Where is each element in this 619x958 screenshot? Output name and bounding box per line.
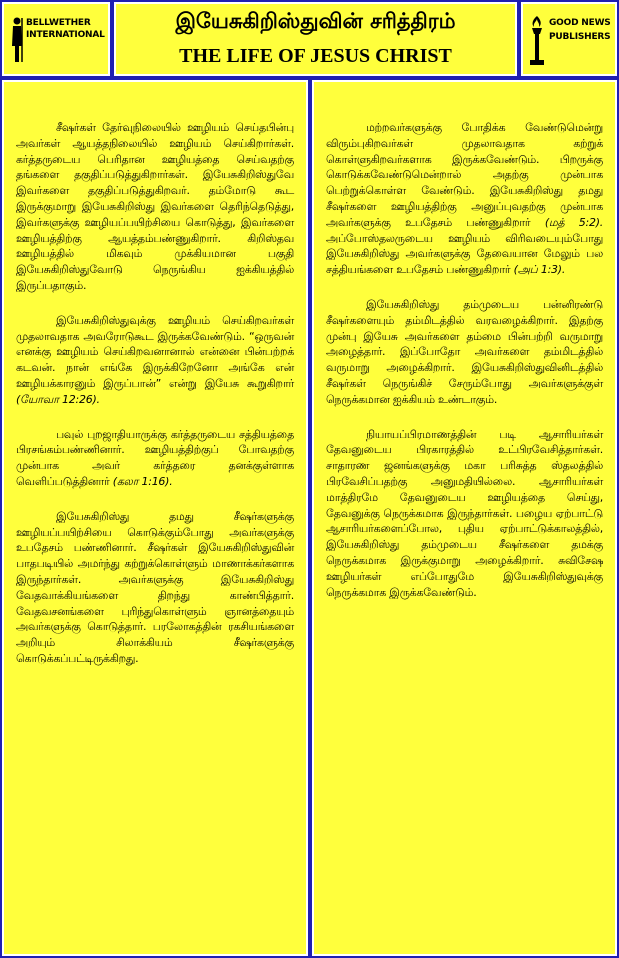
paragraph: சீஷர்கள் தேர்வுநிலையில் ஊழியம் செய்தபின்பு அவர்கள் ஆயத்தநிலையில் ஊழியம் செய்கிறார்கள். கர்த்தருடைய பெரிதான ஊழியத்தை செய்வதற்கு தங்களை தகுதிப்படுத்துகிறார்கள். இயேசுகிறிஸ்துவே இவர்களை தகுதிப்படுத்துகிறவர். தம்மோடு கூட இருக்குமாறு இயேசுகிறிஸ்து இவர்களை தெரிந்தெடுத்து, இவர்களுக்கு ஊழியப்பயிற்சியை கொடுத்து, இவர்களை ஊழியத்திற்கு ஆயத்தம்பண்ணுகிறார். கிறிஸ்தவ ஊழியத்தில் மிகவும் முக்கியமான பகுதி இயேசுகிறிஸ்துவோடு நெருங்கிய ஐக்கியத்தில் இருப்பதாகும். bbox=[16, 121, 294, 292]
publisher-left-label: BELLWETHER INTERNATIONAL bbox=[26, 18, 105, 40]
right-column bbox=[312, 80, 617, 956]
logo-good-news bbox=[521, 2, 617, 76]
paragraph: பவுல் புறஜாதியாருக்கு கர்த்தருடைய சத்தியத்தை பிரசங்கம்பண்ணினார். ஊழியத்திற்குப் போவதற்கு முன்பாக அவர் கர்த்தரை தனக்குள்ளாக வெளிப்படுத்தினார் (கலா 1:16). bbox=[16, 427, 294, 488]
scripture-reference: (அப் 1:3). bbox=[513, 263, 566, 277]
left-column bbox=[2, 80, 308, 956]
torch-icon bbox=[528, 14, 546, 68]
scripture-reference: (மத் 5:2). bbox=[544, 215, 604, 229]
paragraph: நியாயப்பிரமாணத்தின் படி ஆசாரியர்கள் தேவனுடைய பிரகாரத்தில் உட்பிரவேசித்தார்கள். சாதாரண ஜனங்களுக்கு மகா பரிசுத்த ஸ்தலத்தில் பிரவேசிப்பதற்கு அனுமதியில்லை. ஆசாரியர்கள் மாத்திரமே தேவனுடைய ஊழியத்தை செய்து, தேவனுக்கு நெருக்கமாக இருந்தார்கள். பழைய ஏற்பாட்டு ஆசாரியர்களைப்போல, புதிய ஏற்பாட்டுக்காலத்தில், இயேசுகிறிஸ்து தம்முடைய சீஷர்களை தமக்கு நெருக்கமாக இருக்குமாறு அழைக்கிறார். சுவிசேஷ ஊழியர்கள் எப்போதுமே இயேசுகிறிஸ்துவுக்கு நெருக்கமாக இருக்கவேண்டும். bbox=[326, 427, 603, 599]
paragraph: இயேசுகிறிஸ்துவுக்கு ஊழியம் செய்கிறவர்கள் முதலாவதாக அவரோடுகூட இருக்கவேண்டும். “ஒருவன் எனக்கு ஊழியம் செய்கிறவனானால் என்னை பின்பற்றக் கடவன். நான் எங்கே இருக்கிறேனோ அங்கே என் ஊழியக்காரனும் இருப்பான்” என்று இயேசு கூறுகிறார் (யோவா 12:26). bbox=[16, 313, 294, 406]
scripture-reference: (யோவா 12:26). bbox=[16, 392, 100, 406]
shepherd-icon bbox=[10, 16, 24, 64]
title-english: THE LIFE OF JESUS CHRIST bbox=[179, 45, 452, 67]
title-tamil: இயேசுகிறிஸ்துவின் சரித்திரம் bbox=[175, 9, 456, 33]
paragraph: மற்றவர்களுக்கு போதிக்க வேண்டுமென்று விரும்புகிறவர்கள் முதலாவதாக கற்றுக் கொள்ளுகிறவர்களாக இருக்கவேண்டும். பிறருக்கு கொடுக்கவேண்டுமென்றால் அதற்கு முன்பாக பெற்றுக்கொள்ள வேண்டும். இயேசுகிறிஸ்து தமது சீஷர்களை ஊழியத்திற்கு அனுப்புவதற்கு முன்பாக அவர்களுக்கு உபதேசம் பண்ணுகிறார் (மத் 5:2). அப்போஸ்தலருடைய ஊழியம் விரிவடையும்போது இயேசுகிறிஸ்து அவர்களுக்கு தேவையான மேலும் பல சத்தியங்களை உபதேசம் பண்ணுகிறார் (அப் 1:3). bbox=[326, 121, 604, 277]
title-banner bbox=[114, 2, 517, 76]
scripture-reference: (கலா 1:16). bbox=[112, 474, 173, 488]
logo-bellwether bbox=[2, 2, 110, 76]
paragraph: இயேசுகிறிஸ்து தம்முடைய பன்னிரண்டு சீஷர்களையும் தம்மிடத்தில் வரவழைக்கிறார். இதற்கு முன்பு இயேசு அவர்களை தம்மை பின்பற்றி வருமாறு அழைத்தார். இப்போதோ அவர்களை தம்மிடத்தில் வருமாறு அழைக்கிறார். இயேசுகிறிஸ்துவினிடத்தில் சீஷர்கள் நெருங்கிச் சேரும்போது அவர்களுக்குள் நெருக்கமான ஐக்கியம் உண்டாகும். bbox=[326, 297, 603, 406]
publisher-right-label: GOOD NEWS PUBLISHERS bbox=[549, 18, 611, 42]
paragraph: இயேசுகிறிஸ்து தமது சீஷர்களுக்கு ஊழியப்பயிற்சியை கொடுக்கும்போது அவர்களுக்கு உபதேசம் பண்ணினார். சீஷர்கள் இயேசுகிறிஸ்துவின் பாதபடியில் அமர்ந்து கற்றுக்கொள்ளும் மாணாக்கர்களாக இருந்தார்கள். அவர்களுக்கு இயேசுகிறிஸ்து வேதவாக்கியங்களை திறந்து காண்பித்தார். வேதவசனங்களை புரிந்துகொள்ளும் ஞானத்தையும் அவர்களுக்கு கொடுத்தார். பரலோகத்தின் ரகசியங்களை அறியும் சிலாக்கியம் சீஷர்களுக்கு கொடுக்கப்பட்டிருக்கிறது. bbox=[16, 509, 294, 665]
